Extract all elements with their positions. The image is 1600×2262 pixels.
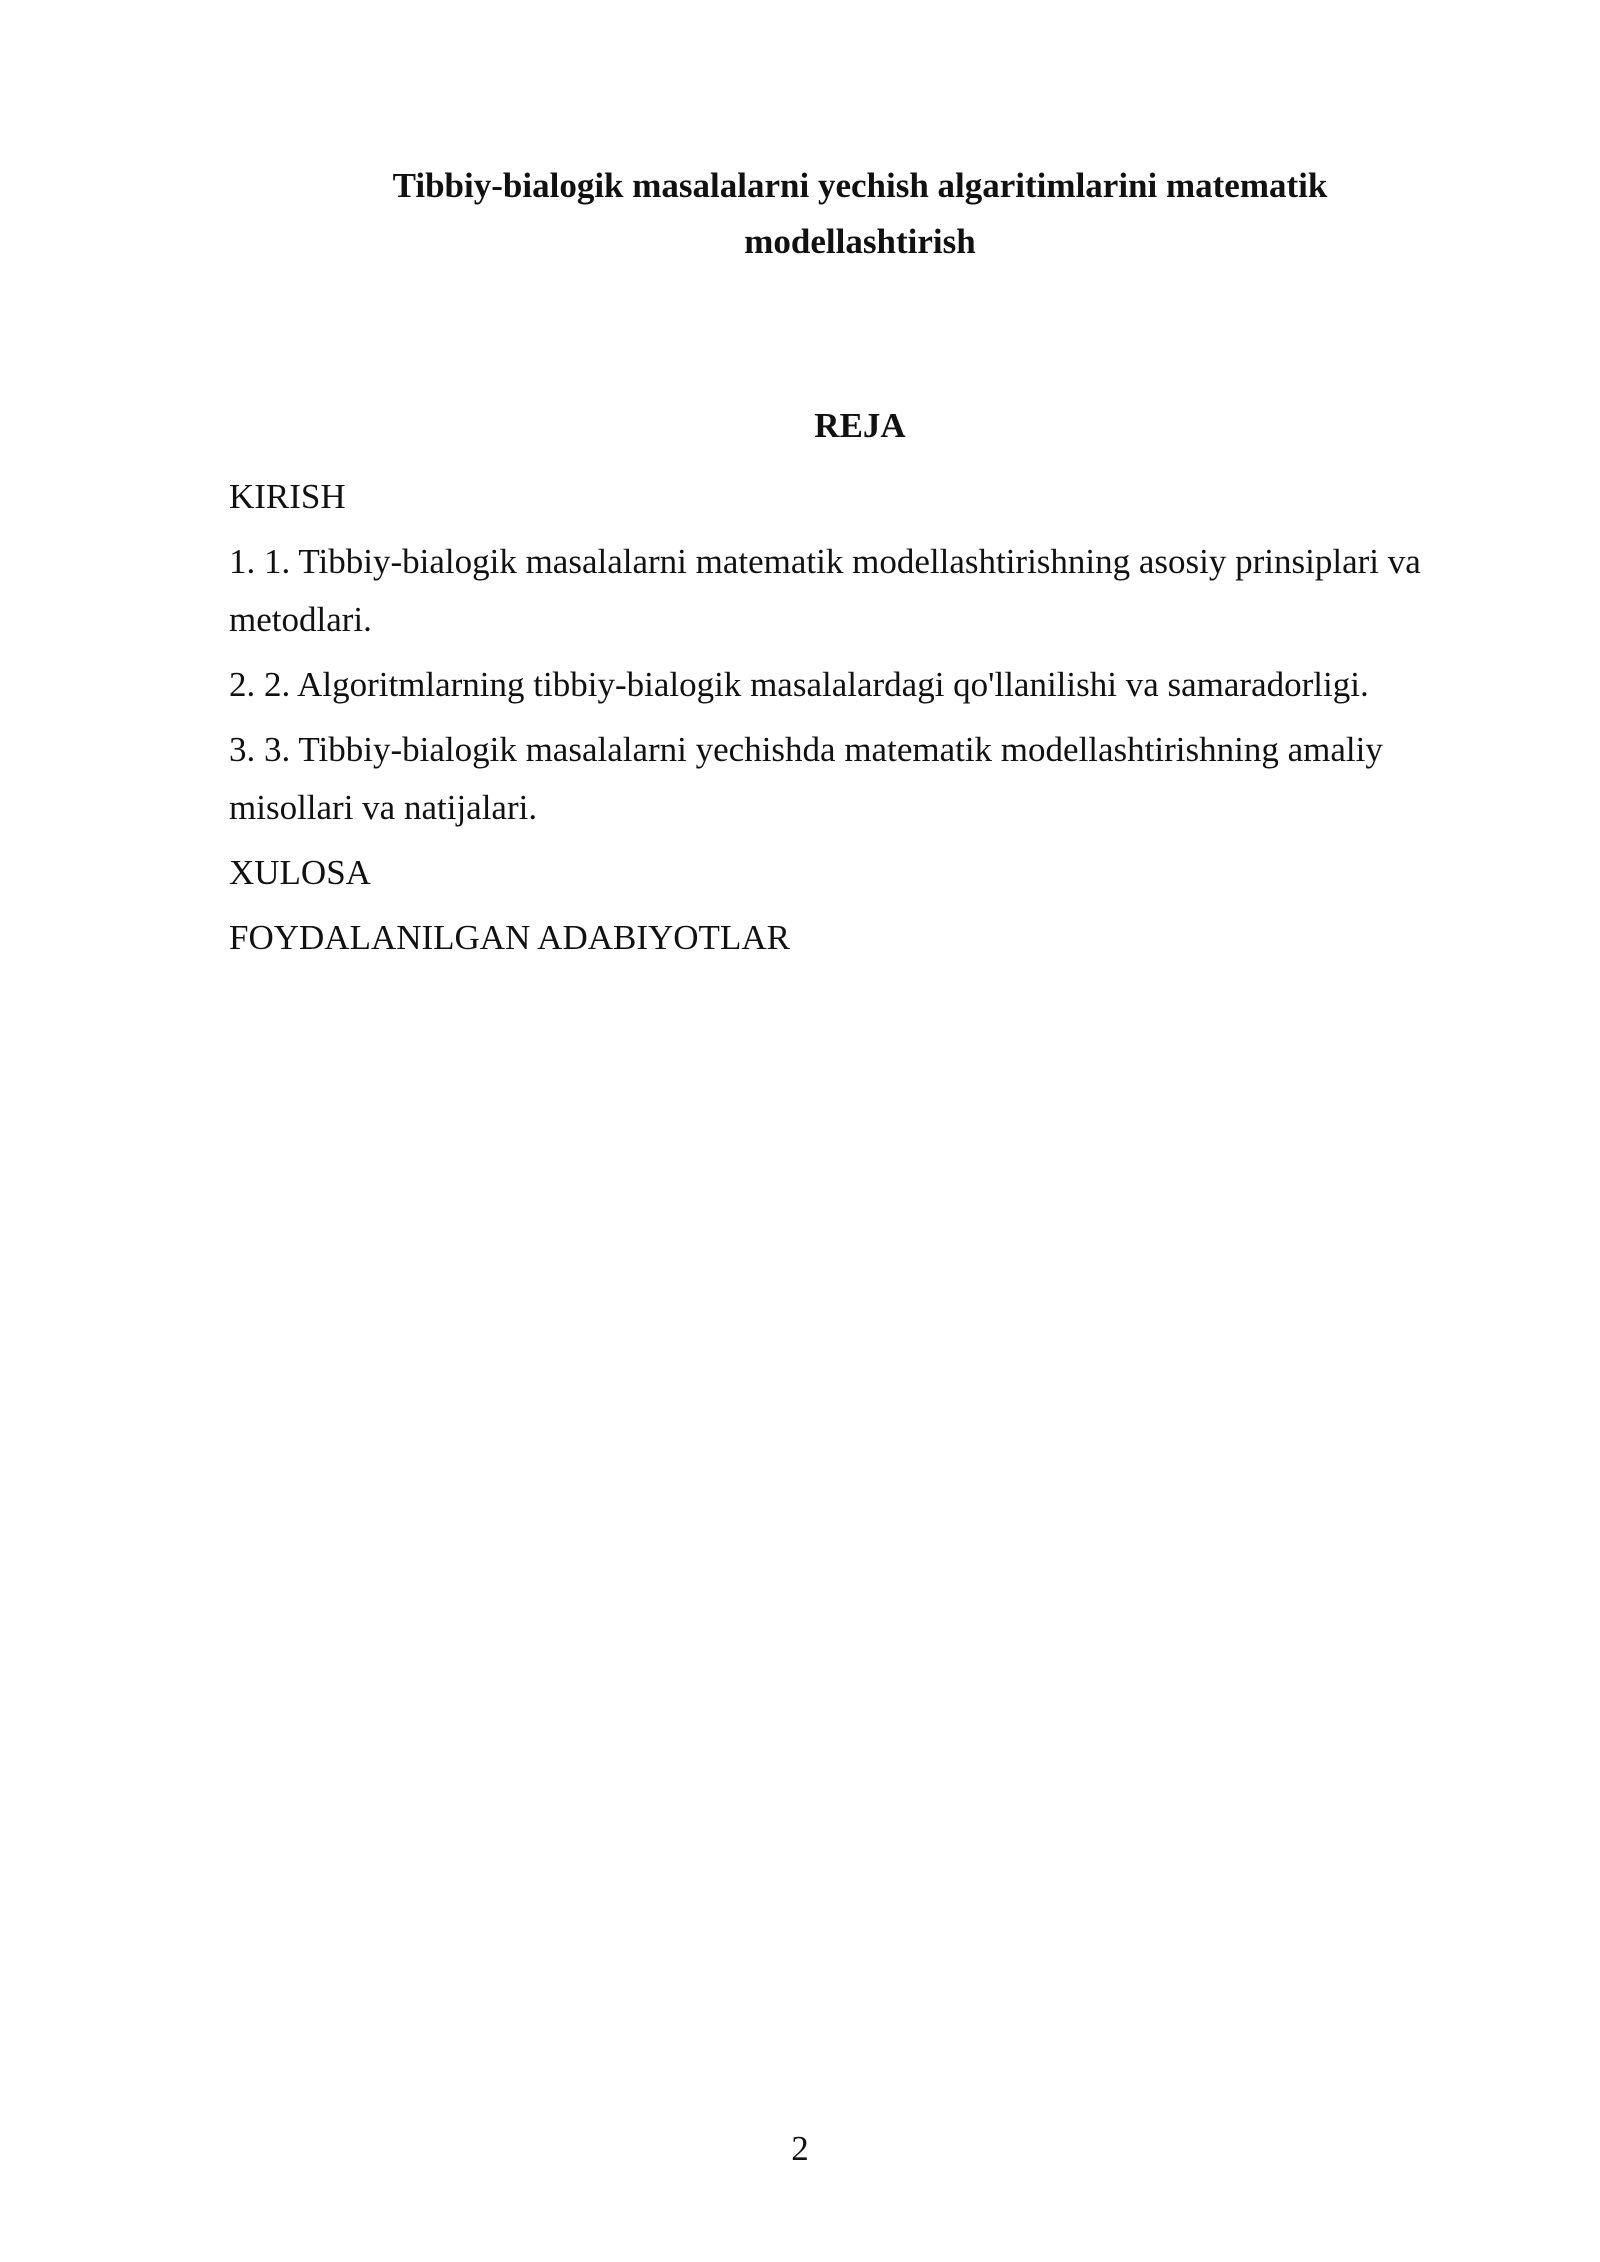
document-title-line-1: Tibbiy-bialogik masalalarni yechish algaritimlarini matematik (392, 166, 1328, 205)
plan-list (229, 468, 1491, 974)
plan-item-references: FOYDALANILGAN ADABIYOTLAR (229, 918, 790, 957)
document-title-line-2: modellashtirish (744, 222, 976, 261)
plan-item-introduction: KIRISH (229, 477, 346, 516)
page-number: 2 (791, 2129, 809, 2168)
document-title (300, 158, 1420, 270)
plan-item-2: 2. 2. Algoritmlarning tibbiy-bialogik masalalardagi qo'llanilishi va samaradorligi. (229, 665, 1369, 704)
plan-heading: REJA (814, 406, 906, 445)
plan-item-3: 3. 3. Tibbiy-bialogik masalalarni yechishda matematik modellashtirishning amaliy misollari va natijalari. (229, 730, 1383, 827)
plan-item-1: 1. 1. Tibbiy-bialogik masalalarni matematik modellashtirishning asosiy prinsiplari va metodlari. (229, 542, 1421, 639)
plan-item-conclusion: XULOSA (229, 853, 371, 892)
